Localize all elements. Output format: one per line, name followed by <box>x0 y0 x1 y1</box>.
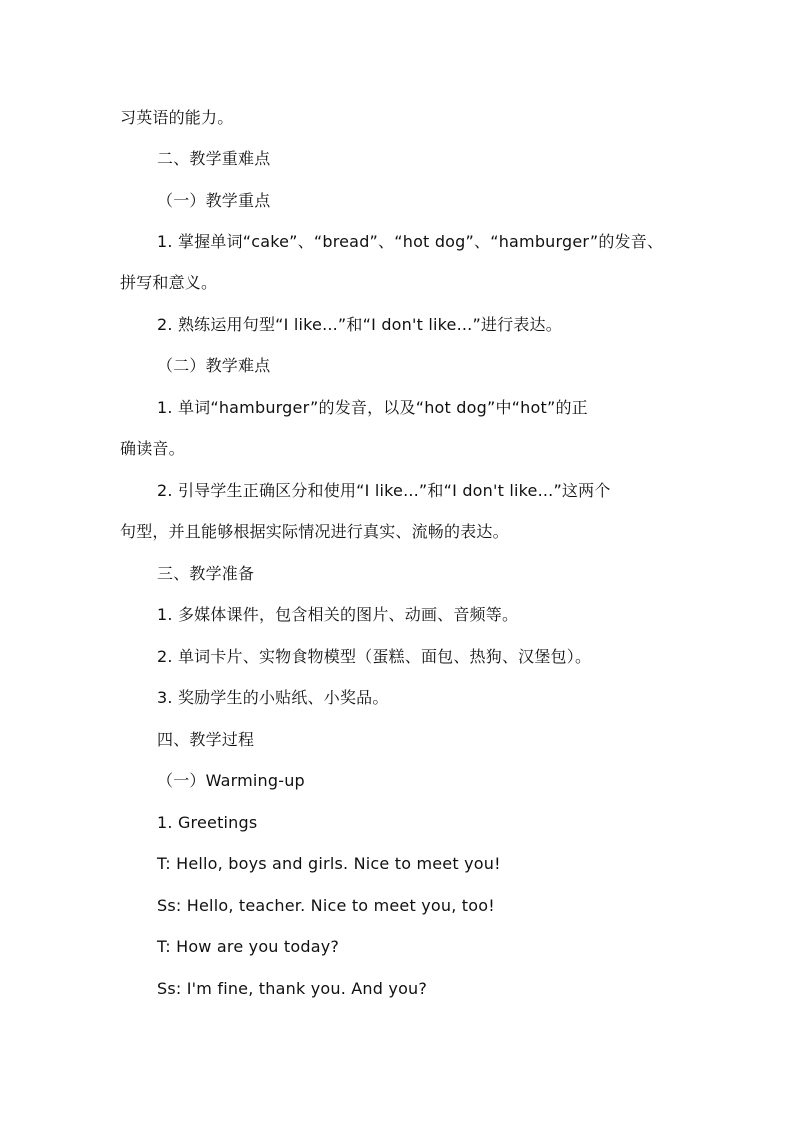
dialogue-line: Ss: I'm fine, thank you. And you? <box>157 979 428 998</box>
preparation-item-2: 2. 单词卡片、实物食物模型（蛋糕、面包、热狗、汉堡包）。 <box>157 647 592 666</box>
key-point-1: 1. 掌握单词“cake”、“bread”、“hot dog”、“hamburger”的发音、 <box>157 232 664 251</box>
dialogue-line: Ss: Hello, teacher. Nice to meet you, too! <box>157 896 495 915</box>
subsection-heading-teaching-difficult-points: （二）教学难点 <box>157 356 271 375</box>
activity-greetings: 1. Greetings <box>157 813 258 832</box>
subsection-heading-teaching-key-points: （一）教学重点 <box>157 191 271 210</box>
difficult-point-1-continuation: 确读音。 <box>120 439 185 458</box>
preparation-item-3: 3. 奖励学生的小贴纸、小奖品。 <box>157 688 389 707</box>
section-heading-teaching-key-difficult-points: 二、教学重难点 <box>157 149 271 168</box>
difficult-point-2-continuation: 句型，并且能够根据实际情况进行真实、流畅的表达。 <box>120 522 509 541</box>
difficult-point-2: 2. 引导学生正确区分和使用“I like...”和“I don't like...”这两个 <box>157 481 611 500</box>
key-point-1-continuation: 拼写和意义。 <box>120 273 218 292</box>
dialogue-line: T: Hello, boys and girls. Nice to meet you! <box>157 854 501 873</box>
key-point-2: 2. 熟练运用句型“I like...”和“I don't like...”进行表达。 <box>157 315 562 334</box>
section-heading-teaching-process: 四、教学过程 <box>157 730 255 749</box>
dialogue-line: T: How are you today? <box>157 937 340 956</box>
preparation-item-1: 1. 多媒体课件，包含相关的图片、动画、音频等。 <box>157 605 519 624</box>
paragraph-continuation: 习英语的能力。 <box>120 108 234 127</box>
difficult-point-1: 1. 单词“hamburger”的发音，以及“hot dog”中“hot”的正 <box>157 398 588 417</box>
section-heading-teaching-preparation: 三、教学准备 <box>157 564 255 583</box>
subsection-heading-warming-up: （一）Warming-up <box>157 771 305 790</box>
